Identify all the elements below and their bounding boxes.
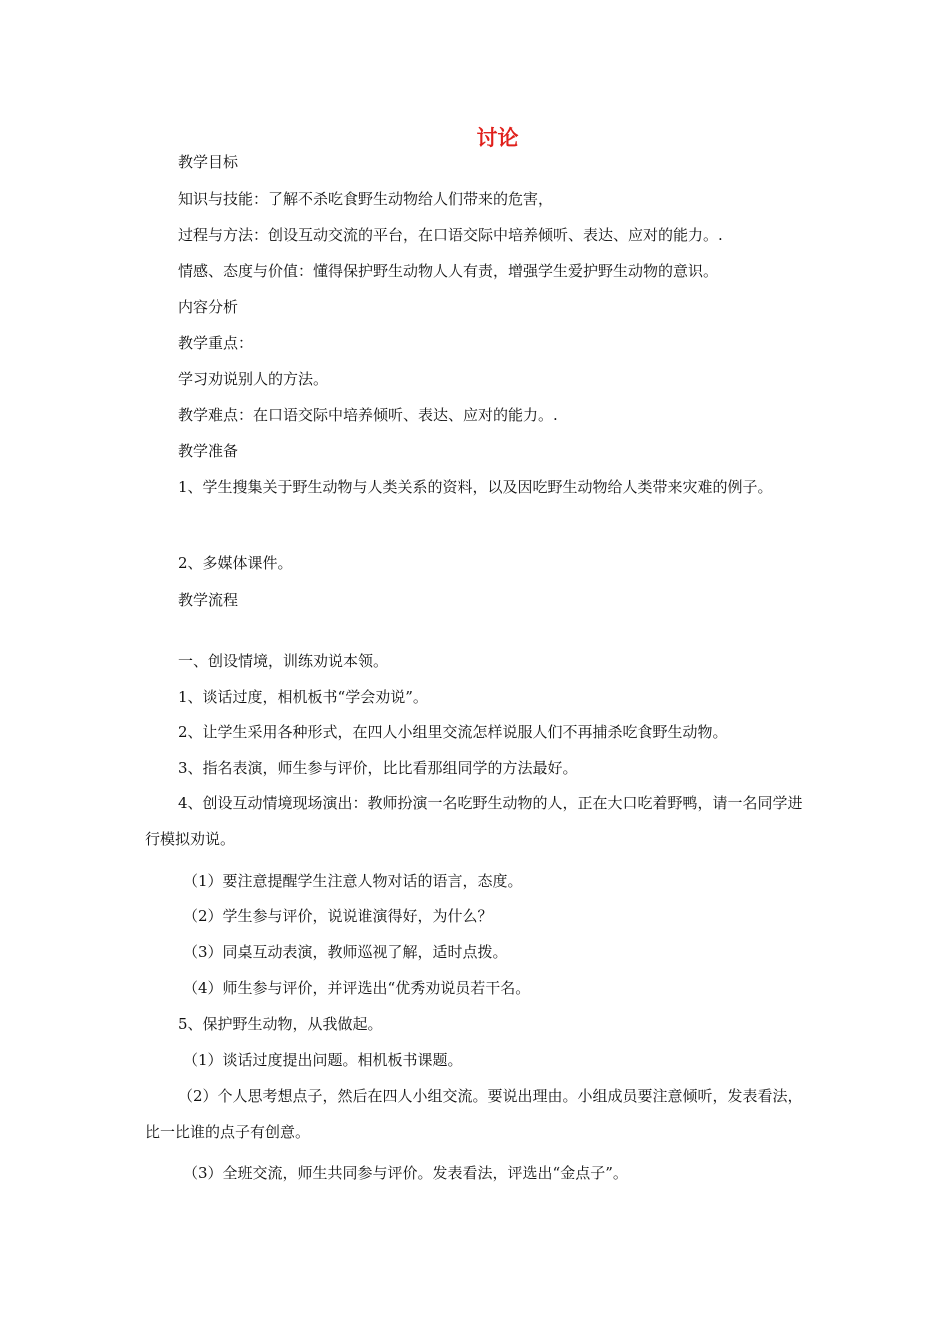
list-item: （2）个人思考想点子，然后在四人小组交流。要说出理由。小组成员要注意倾听，发表看法，比一比谁的点子有创意。 bbox=[145, 1087, 803, 1141]
list-item: （1）谈话过度提出问题。相机板书课题。 bbox=[183, 1051, 463, 1069]
paragraph: 1、学生搜集关于野生动物与人类关系的资料，以及因吃野生动物给人类带来灾难的例子。 bbox=[178, 478, 773, 496]
list-item: 3、指名表演，师生参与评价，比比看那组同学的方法最好。 bbox=[178, 759, 578, 777]
list-item: 4、创设互动情境现场演出：教师扮演一名吃野生动物的人，正在大口吃着野鸭，请一名同学进行模拟劝说。 bbox=[145, 794, 803, 848]
paragraph: 教学难点：在口语交际中培养倾听、表达、应对的能力。. bbox=[178, 406, 558, 424]
list-item: 1、谈话过度，相机板书“学会劝说”。 bbox=[178, 688, 428, 706]
paragraph: 学习劝说别人的方法。 bbox=[178, 370, 329, 388]
list-item: （4）师生参与评价，并评选出“优秀劝说员若干名。 bbox=[183, 979, 531, 997]
section-heading: 教学目标 bbox=[178, 153, 239, 171]
section-heading: 教学准备 bbox=[178, 442, 239, 460]
paragraph: 过程与方法：创设互动交流的平台，在口语交际中培养倾听、表达、应对的能力。. bbox=[178, 226, 723, 244]
list-item: （1）要注意提醒学生注意人物对话的语言，态度。 bbox=[183, 872, 523, 890]
list-item: 5、保护野生动物，从我做起。 bbox=[178, 1015, 383, 1033]
paragraph: 知识与技能：了解不杀吃食野生动物给人们带来的危害， bbox=[178, 190, 554, 208]
paragraph: 2、多媒体课件。 bbox=[178, 554, 293, 572]
paragraph: 教学重点： bbox=[178, 334, 254, 352]
list-item: 2、让学生采用各种形式，在四人小组里交流怎样说服人们不再捕杀吃食野生动物。 bbox=[178, 723, 728, 741]
section-heading: 教学流程 bbox=[178, 591, 239, 609]
document-title: 讨论 bbox=[476, 126, 519, 150]
list-item: （3）同桌互动表演，教师巡视了解，适时点拨。 bbox=[183, 943, 508, 961]
list-item: （3）全班交流，师生共同参与评价。发表看法，评选出“金点子”。 bbox=[183, 1164, 628, 1182]
paragraph: 情感、态度与价值：懂得保护野生动物人人有责，增强学生爱护野生动物的意识。 bbox=[178, 262, 719, 280]
section-heading: 内容分析 bbox=[178, 298, 239, 316]
list-item: （2）学生参与评价，说说谁演得好，为什么？ bbox=[183, 907, 493, 925]
paragraph: 一、创设情境，训练劝说本领。 bbox=[178, 652, 389, 670]
